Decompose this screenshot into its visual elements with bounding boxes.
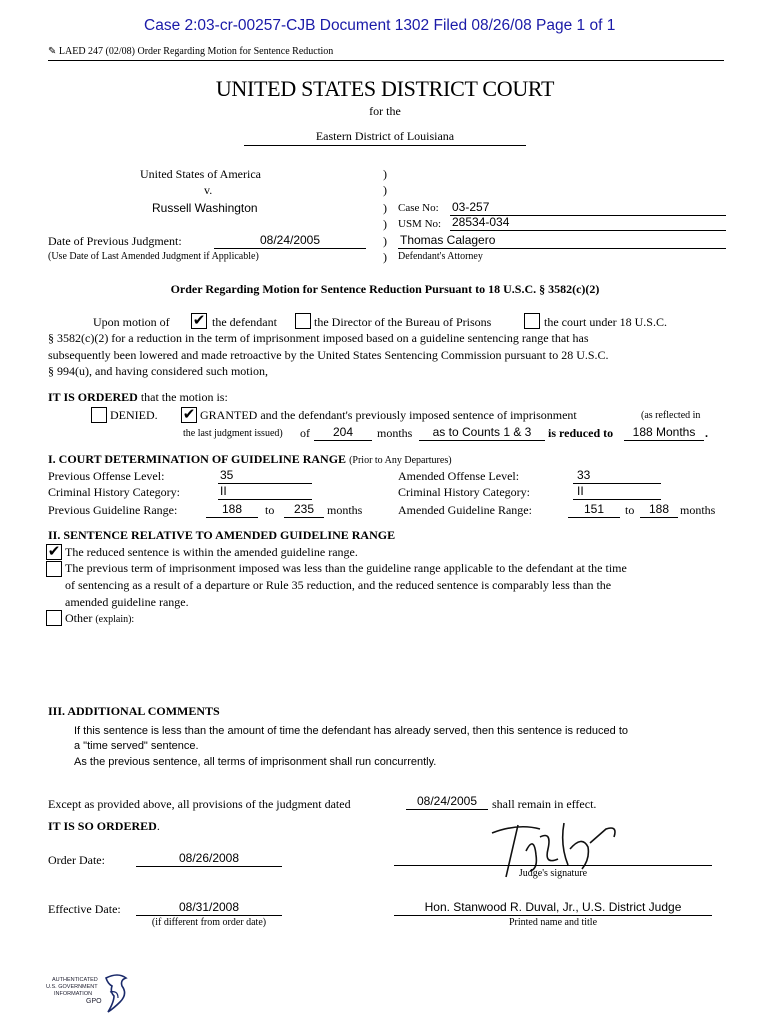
amd-offense-label: Amended Offense Level: — [398, 469, 520, 483]
attorney-label: Defendant's Attorney — [398, 251, 483, 262]
new-sentence-field[interactable]: 188 Months — [624, 425, 704, 441]
opt-within-range: The reduced sentence is within the amended guideline range. — [65, 545, 358, 559]
amd-range-high[interactable]: 188 — [640, 502, 678, 518]
gpo-authentication-logo — [46, 972, 136, 1016]
amd-crim-label: Criminal History Category: — [398, 485, 530, 499]
order-date-field[interactable]: 08/26/2008 — [136, 851, 282, 867]
judge-signature-line — [394, 865, 712, 866]
case-no-label: Case No: — [398, 202, 439, 214]
date-prev-field[interactable]: 08/24/2005 — [214, 233, 366, 249]
reflected-note: (as reflected in — [641, 410, 701, 421]
section-1-note: (Prior to Any Departures) — [349, 455, 452, 466]
filing-stamp: Case 2:03-cr-00257-CJB Document 1302 Filed 08/26/08 Page 1 of 1 — [144, 17, 616, 34]
usm-no-field[interactable]: 28534-034 — [450, 215, 726, 231]
comment-line-2[interactable]: a "time served" sentence. — [74, 740, 199, 752]
court-title: UNITED STATES DISTRICT COURT — [215, 76, 555, 101]
prev-months-field[interactable]: 204 — [314, 425, 372, 441]
amd-range-label: Amended Guideline Range: — [398, 503, 532, 517]
opt-less-than-2: of sentencing as a result of a departure or Rule 35 reduction, and the reduced sentence is comparably less than the — [65, 578, 612, 592]
it-is-ordered-rest: that the motion is: — [140, 390, 228, 404]
caption-paren-2: ) — [383, 183, 387, 197]
attorney-field[interactable]: Thomas Calagero — [398, 233, 726, 249]
form-id: LAED 247 (02/08) Order Regarding Motion for Sentence Reduction — [58, 46, 334, 57]
so-ordered-period: . — [156, 819, 160, 833]
motion-line-3: subsequently been lowered and made retroactive by the United States Sentencing Commission pursuant to 28 U.S.C. — [48, 348, 609, 362]
prev-offense-field[interactable]: 35 — [218, 468, 312, 484]
order-title: Order Regarding Motion for Sentence Reduction Pursuant to 18 U.S.C. § 3582(c)(2) — [170, 282, 600, 296]
district-name: Eastern District of Louisiana — [315, 129, 455, 143]
checkbox-within-range[interactable]: ✔ — [47, 542, 61, 560]
opt-defendant: the defendant — [212, 315, 277, 329]
effective-date-label: Effective Date: — [48, 902, 121, 916]
gpo-line-2: U.S. GOVERNMENT — [46, 984, 98, 990]
checkbox-other[interactable] — [46, 610, 62, 626]
upon-motion: Upon motion of — [93, 315, 170, 329]
gpo-line-4: GPO — [86, 998, 102, 1005]
form-id-line — [48, 46, 333, 57]
prev-range-label: Previous Guideline Range: — [48, 503, 178, 517]
so-ordered-label: IT IS SO ORDERED — [48, 819, 157, 833]
checkbox-defendant[interactable]: ✔ — [192, 311, 206, 329]
plaintiff: United States of America — [140, 167, 261, 181]
prev-crim-field[interactable]: II — [218, 484, 312, 500]
checkbox-bop[interactable] — [295, 313, 311, 329]
defendant-name: Russell Washington — [152, 201, 258, 215]
usm-no-label: USM No: — [398, 218, 442, 230]
amd-range-months: months — [680, 503, 716, 517]
comment-line-1[interactable]: If this sentence is less than the amount of time the defendant has already served, then this sentence is reduced to — [74, 725, 629, 737]
amd-range-low[interactable]: 151 — [568, 502, 620, 518]
motion-line-2: § 3582(c)(2) for a reduction in the term of imprisonment imposed based on a guideline sentencing range that has — [48, 331, 589, 345]
opt-court: the court under 18 U.S.C. — [544, 315, 667, 329]
section-1-heading — [48, 452, 452, 467]
judgment-date-field[interactable]: 08/24/2005 — [406, 794, 488, 810]
caption-paren-5: ) — [383, 234, 387, 248]
section-2-title: II. SENTENCE RELATIVE TO AMENDED GUIDELINE RANGE — [48, 528, 396, 542]
judge-sig-label: Judge's signature — [518, 868, 588, 879]
amd-offense-field[interactable]: 33 — [573, 468, 661, 484]
so-ordered — [48, 819, 160, 834]
comment-line-3[interactable]: As the previous sentence, all terms of imprisonment shall run concurrently. — [74, 756, 437, 768]
order-date-label: Order Date: — [48, 853, 105, 867]
date-prev-label: Date of Previous Judgment: — [48, 234, 182, 248]
denied-label: DENIED. — [110, 408, 158, 422]
opt-other-note: (explain): — [95, 614, 135, 625]
caption-paren-1: ) — [383, 167, 387, 181]
caption-paren-3: ) — [383, 201, 387, 215]
checkbox-granted[interactable]: ✔ — [182, 405, 196, 423]
new-sentence-period: . — [705, 426, 708, 440]
section-1-title: I. COURT DETERMINATION OF GUIDELINE RANGE — [48, 452, 347, 466]
it-is-ordered — [48, 390, 228, 405]
gpo-line-1: AUTHENTICATED — [52, 977, 98, 983]
remain-text: shall remain in effect. — [492, 797, 597, 811]
prev-range-months: months — [327, 503, 363, 517]
amd-crim-field[interactable]: II — [573, 484, 661, 500]
prev-range-high[interactable]: 235 — [284, 502, 324, 518]
opt-other — [65, 611, 134, 626]
date-note: (Use Date of Last Amended Judgment if Applicable) — [48, 251, 259, 262]
gpo-line-3: INFORMATION — [54, 991, 93, 997]
granted-label: GRANTED and the defendant's previously imposed sentence of imprisonment — [200, 408, 577, 422]
except-text: Except as provided above, all provisions of the judgment dated — [48, 797, 351, 811]
effective-date-note: (if different from order date) — [151, 917, 267, 928]
checkbox-less-than[interactable] — [46, 561, 62, 577]
effective-date-field[interactable]: 08/31/2008 — [136, 900, 282, 916]
prev-range-low[interactable]: 188 — [206, 502, 258, 518]
caption-paren-4: ) — [383, 217, 387, 231]
months-label: months — [377, 426, 413, 440]
case-no-field[interactable]: 03-257 — [450, 200, 726, 216]
prev-crim-label: Criminal History Category: — [48, 485, 180, 499]
reduced-to-label: is reduced to — [548, 426, 614, 440]
amd-range-to: to — [625, 503, 635, 517]
versus: v. — [204, 183, 213, 197]
opt-less-than-3: amended guideline range. — [65, 595, 189, 609]
pencil-icon: ✎ — [48, 46, 57, 57]
eagle-icon — [100, 972, 130, 1014]
caption-paren-6: ) — [383, 250, 387, 264]
counts-field[interactable]: as to Counts 1 & 3 — [419, 425, 545, 441]
opt-bop: the Director of the Bureau of Prisons — [314, 315, 492, 329]
district-rule — [244, 145, 526, 146]
header-rule — [48, 60, 724, 61]
prev-range-to: to — [265, 503, 275, 517]
opt-less-than-1: The previous term of imprisonment imposed was less than the guideline range applicable to the defendant at the time — [65, 561, 627, 575]
prev-offense-label: Previous Offense Level: — [48, 469, 165, 483]
of-label: of — [300, 426, 310, 440]
judge-name-field[interactable]: Hon. Stanwood R. Duval, Jr., U.S. District Judge — [394, 900, 712, 916]
printed-name-label: Printed name and title — [508, 917, 598, 928]
motion-line-4: § 994(u), and having considered such motion, — [48, 364, 268, 378]
checkbox-denied[interactable] — [91, 407, 107, 423]
section-3-title: III. ADDITIONAL COMMENTS — [48, 704, 220, 718]
opt-other-label: Other — [65, 611, 93, 625]
it-is-ordered-label: IT IS ORDERED — [48, 390, 138, 404]
for-the: for the — [369, 104, 401, 118]
checkbox-court[interactable] — [524, 313, 540, 329]
last-judgment-note: the last judgment issued) — [183, 428, 283, 439]
